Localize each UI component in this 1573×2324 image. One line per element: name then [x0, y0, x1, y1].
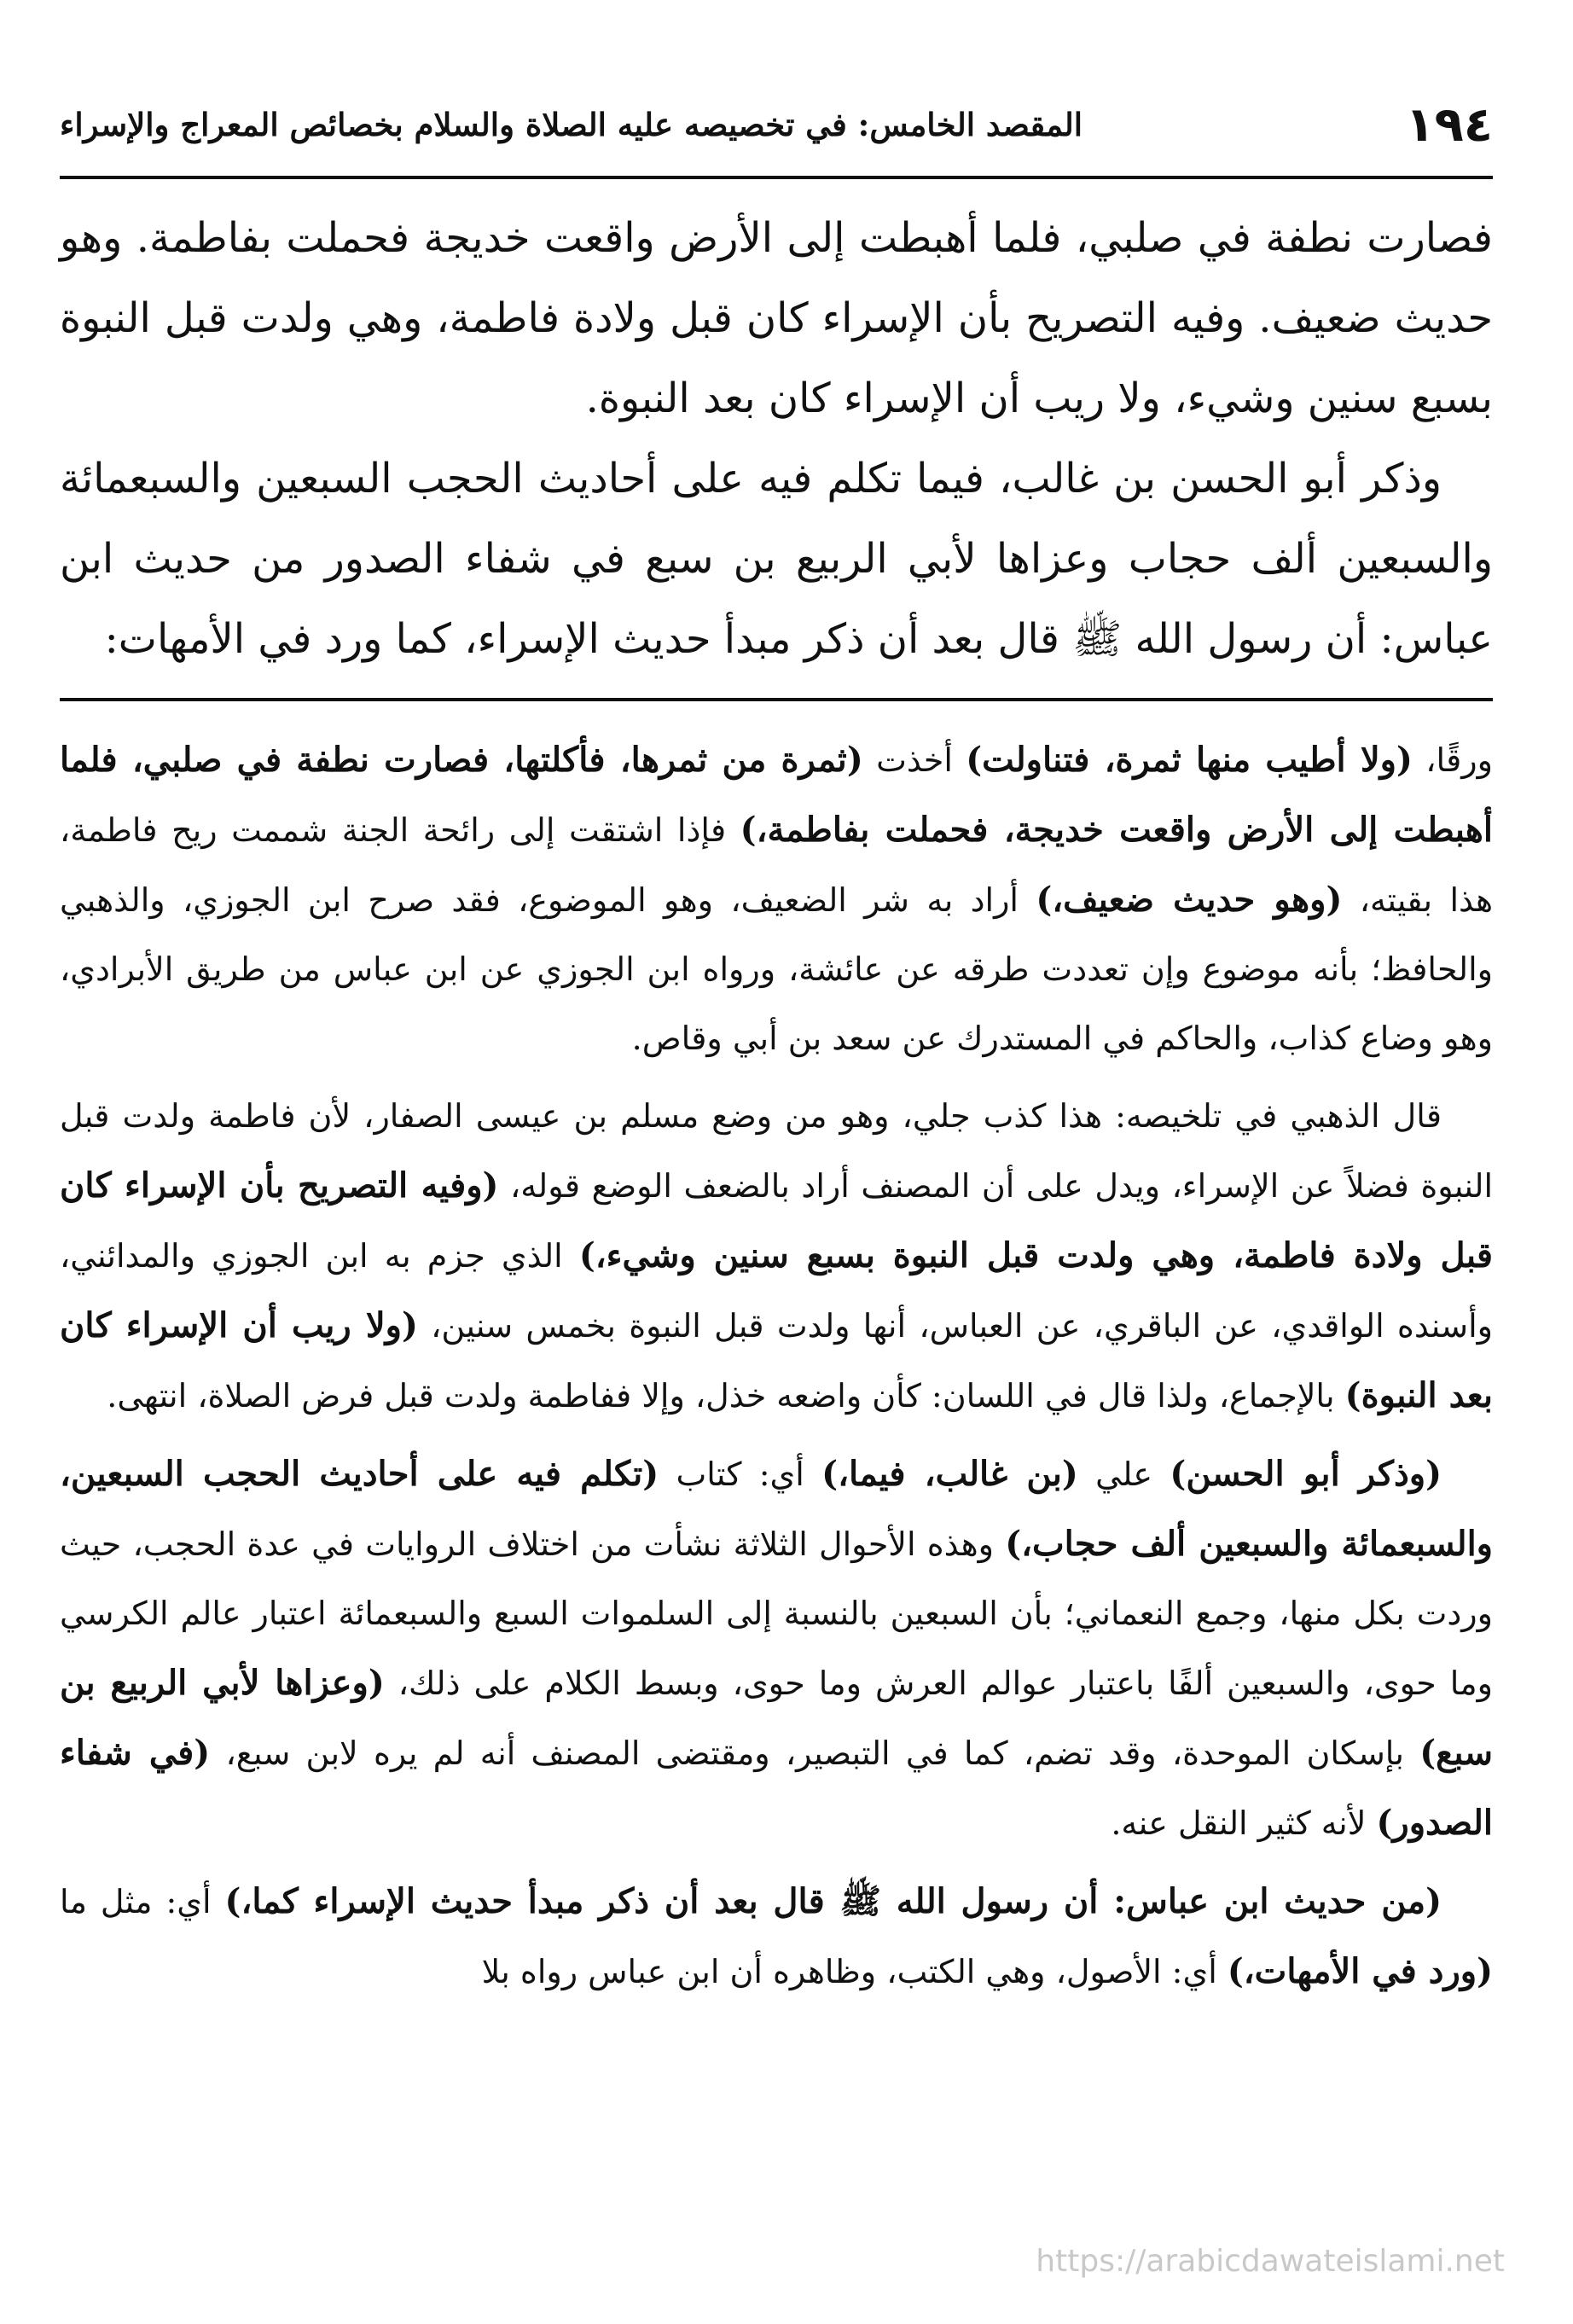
quoted-main-text: (من حديث ابن عباس: أن رسول الله ﷺ قال بعد أن ذكر مبدأ حديث الإسراء كما،) — [224, 1881, 1442, 1921]
commentary-text: وهذه الأحوال الثلاثة نشأت من اختلاف الروايات في عدة الحجب، حيث وردت بكل منها، وجمع النعماني؛ بأن السبعين بالنسبة إلى السلموات السبع والسبعمائة اعتبار عالم الكرسي وما حوى، والسبعين ألفًا باعتبار عوالم العرش وما حوى، وبسط الكلام على ذلك، — [60, 1525, 1493, 1702]
page-header — [60, 85, 1493, 164]
commentary-paragraph-4 — [60, 1867, 1493, 2007]
quoted-main-text: (في شفاء الصدور) — [60, 1733, 1493, 1843]
page-number: ١٩٤ — [1405, 96, 1493, 153]
main-text — [60, 198, 1493, 679]
commentary-text: قال الذهبي في تلخيصه: هذا كذب جلي، وهو من وضع مسلم بن عيسى الصفار، لأن فاطمة ولدت قبل النبوة فضلاً عن الإسراء، ويدل على أن المصنف أراد بالضعف الوضع قوله، — [60, 1097, 1494, 1205]
quoted-main-text: (ولا أطيب منها ثمرة، فتناولت) — [966, 740, 1413, 780]
commentary-text: أراد به شر الضعيف، وهو الموضوع، فقد صرح ابن الجوزي، والذهبي والحافظ؛ بأنه موضوع وإن تعددت طرقه عن عائشة، ورواه ابن الجوزي عن ابن عباس من طريق الأبرادي، وهو وضاع كذاب، والحاكم في المستدرك عن سعد بن أبي وقاص. — [60, 881, 1493, 1057]
quoted-main-text: (ثمرة من ثمرها، فأكلتها، فصارت نطفة في صلبي، فلما أهبطت إلى الأرض واقعت خديجة، فحملت بفاطمة،) — [60, 740, 1493, 850]
quoted-main-text: (تكلم فيه على أحاديث الحجب السبعين، والسبعمائة والسبعين ألف حجاب،) — [60, 1454, 1493, 1564]
quoted-main-text: (ورد في الأمهات،) — [1227, 1951, 1493, 1991]
running-title: المقصد الخامس: في تخصيصه عليه الصلاة والسلام بخصائص المعراج والإسراء — [60, 106, 1083, 143]
header-divider — [60, 176, 1493, 179]
commentary-text: بالإجماع، ولذا قال في اللسان: كأن واضعه خذل، وإلا ففاطمة ولدت قبل فرض الصلاة، انتهى. — [107, 1377, 1345, 1415]
quoted-main-text: (وفيه التصريح بأن الإسراء كان قبل ولادة فاطمة، وهي ولدت قبل النبوة بسبع سنين وشيء،) — [60, 1165, 1494, 1275]
commentary-paragraph-1 — [60, 725, 1493, 1073]
commentary-text: أي: كتاب — [659, 1455, 822, 1493]
commentary-paragraph-3 — [60, 1439, 1493, 1858]
quoted-main-text: (ولا ريب أن الإسراء كان بعد النبوة) — [60, 1305, 1493, 1415]
commentary-text: ورقًا، — [1412, 741, 1493, 779]
commentary-text: أي: الأصول، وهي الكتب، وظاهره أن ابن عباس رواه بلا — [481, 1953, 1228, 1990]
main-text-paragraph-1: فصارت نطفة في صلبي، فلما أهبطت إلى الأرض واقعت خديجة فحملت بفاطمة. وهو حديث ضعيف. وفيه التصريح بأن الإسراء كان قبل ولادة فاطمة، وهي ولدت قبل النبوة بسبع سنين وشيء، ولا ريب أن الإسراء كان بعد النبوة. — [60, 214, 1494, 422]
commentary-text: فإذا اشتقت إلى رائحة الجنة شممت ريح فاطمة، هذا بقيته، — [60, 811, 1493, 919]
quoted-main-text: (وهو حديث ضعيف،) — [1036, 880, 1343, 920]
quoted-main-text: (وذكر أبو الحسن) — [1170, 1454, 1442, 1494]
commentary-text: أي: مثل ما — [60, 1883, 225, 1920]
commentary-text: أخذت — [862, 741, 966, 779]
book-page — [60, 85, 1493, 2007]
commentary-text: بإسكان الموحدة، وقد تضم، كما في التبصير، ومقتضى المصنف أنه لم يره لابن سبع، — [210, 1734, 1420, 1772]
main-text-paragraph-2: وذكر أبو الحسن بن غالب، فيما تكلم فيه على أحاديث الحجب السبعين والسبعمائة والسبعين ألف حجاب وعزاها لأبي الربيع بن سبع في شفاء الصدور من حديث ابن عباس: أن رسول الله ﷺ قال بعد أن ذكر مبدأ حديث الإسراء، كما ورد في الأمهات: — [60, 455, 1493, 663]
commentary-text: لأنه كثير النقل عنه. — [1111, 1804, 1377, 1842]
quoted-main-text: (وعزاها لأبي الربيع بن سبع) — [60, 1663, 1493, 1773]
watermark-url: https://arabicdawateislami.net — [1036, 2244, 1505, 2279]
commentary-text: الذي جزم به ابن الجوزي والمدائني، وأسنده الواقدي، عن الباقري، عن العباس، أنها ولدت قبل النبوة بخمس سنين، — [60, 1237, 1493, 1345]
quoted-main-text: (بن غالب، فيما،) — [821, 1454, 1078, 1494]
commentary-paragraph-2 — [60, 1082, 1493, 1431]
commentary-divider — [60, 698, 1493, 701]
commentary-text: علي — [1077, 1455, 1170, 1493]
commentary — [60, 725, 1493, 2007]
